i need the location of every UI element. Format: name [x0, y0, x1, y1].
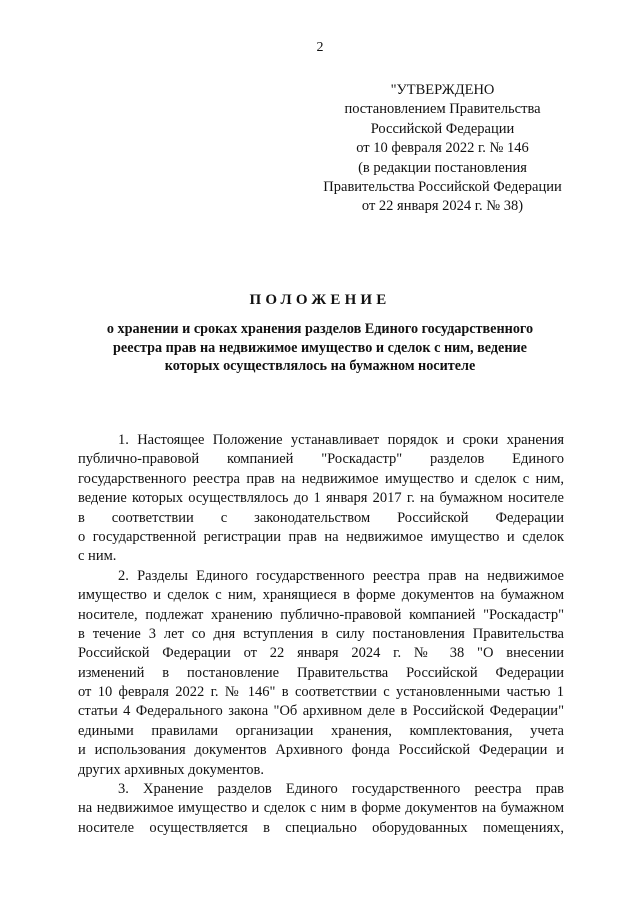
approval-line: (в редакции постановления [358, 159, 527, 176]
paragraph-2 [78, 567, 564, 780]
approval-line: от 22 января 2024 г. № 38) [361, 198, 524, 215]
approval-stamp [300, 81, 585, 217]
paragraph-3 [78, 780, 564, 838]
paragraph-line: 1. Настоящее Положение устанавливает порядок и сроки хранения [118, 432, 564, 448]
paragraph-line: едиными правилами организации хранения, комплектования, учета [78, 722, 564, 739]
approval-line: "УТВЕРЖДЕНО [390, 82, 495, 98]
paragraph-line: на недвижимое имущество и сделок с ним в форме документов на бумажном [78, 800, 564, 817]
subtitle-line: реестра прав на недвижимое имущество и сделок с ним, ведение [113, 339, 527, 356]
page-number: 2 [316, 40, 324, 55]
paragraph-line: изменений в постановление Правительства Российской Федерации [78, 664, 564, 681]
paragraph-line: в течение 3 лет со дня вступления в силу постановления Правительства [78, 625, 564, 642]
approval-line: Российской Федерации [370, 120, 515, 137]
paragraph-line: Российской Федерации от 22 января 2024 г. № 38 "О внесении [78, 645, 564, 662]
subtitle-line: о хранении и сроках хранения разделов Единого государственного [106, 321, 534, 337]
subtitle-line: которых осуществлялось на бумажном носителе [164, 358, 476, 374]
paragraph-line: носителе, подлежат хранению публично-правовой компанией "Роскадастр" [78, 606, 564, 623]
paragraph-line: 3. Хранение разделов Единого государственного реестра прав [118, 781, 564, 798]
paragraph-line: носителе осуществляется в специально оборудованных помещениях, [78, 819, 564, 836]
paragraph-line: других архивных документов. [78, 761, 264, 778]
approval-line: постановлением Правительства [344, 101, 541, 118]
paragraph-line: и использования документов Архивного фонда Российской Федерации и [78, 742, 564, 759]
approval-line: Правительства Российской Федерации [323, 179, 562, 196]
paragraph-line: публично-правовой компанией "Роскадастр" разделов Единого [78, 451, 564, 468]
document-title: ПОЛОЖЕНИЕ [249, 292, 391, 308]
paragraph-line: с ним. [78, 548, 117, 565]
approval-line: от 10 февраля 2022 г. № 146 [356, 140, 529, 157]
paragraph-1 [78, 431, 564, 567]
paragraph-line: 2. Разделы Единого государственного реестра прав на недвижимое [118, 567, 564, 584]
paragraph-line: в соответствии с законодательством Российской Федерации [78, 509, 564, 526]
paragraph-line: от 10 февраля 2022 г. № 146" в соответствии с установленными частью 1 [78, 684, 564, 701]
paragraph-line: имущество и сделок с ним, хранящиеся в форме документов на бумажном [78, 587, 564, 604]
document-subtitle [90, 320, 550, 376]
paragraph-line: государственного реестра прав на недвижимое имущество и сделок с ним, [78, 470, 564, 487]
paragraph-line: о государственной регистрации прав на недвижимое имущество и сделок [78, 528, 564, 545]
paragraph-line: статьи 4 Федерального закона "Об архивном деле в Российской Федерации" [78, 703, 564, 720]
document-body [78, 431, 564, 838]
paragraph-line: ведение которых осуществлялось до 1 января 2017 г. на бумажном носителе [78, 490, 564, 507]
